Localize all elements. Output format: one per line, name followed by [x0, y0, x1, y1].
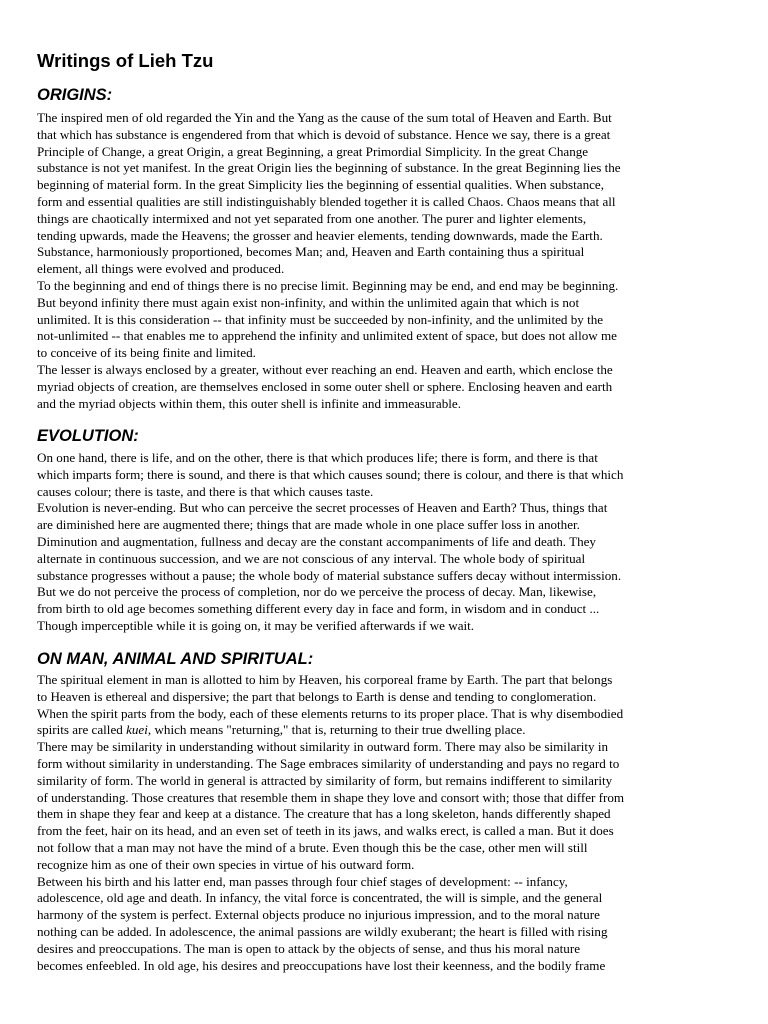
paragraph-line: form without similarity in understanding. The Sage embraces similarity of understanding and pays no regard to	[37, 756, 620, 771]
section-heading-origins: ORIGINS:	[37, 86, 113, 104]
paragraph-line: substance is not yet manifest. In the great Origin lies the beginning of substance. In the great Beginning lies the	[37, 160, 621, 176]
paragraph-line: But we do not perceive the process of completion, nor do we perceive the process of decay. Man, likewise,	[37, 584, 597, 600]
italic-term: kuei	[126, 722, 148, 738]
paragraph-line: The inspired men of old regarded the Yin and the Yang as the cause of the sum total of Heaven and Earth. But	[37, 110, 612, 125]
paragraph-line: The spiritual element in man is allotted to him by Heaven, his corporeal frame by Earth. The part that belongs	[37, 672, 613, 687]
paragraph-line: not follow that a man may not have the mind of a brute. Even though this be the case, other men will still	[37, 840, 588, 855]
paragraph-line: desires and preoccupations. The man is open to attack by the objects of sense, and thus his moral nature	[37, 940, 581, 956]
section-heading-evolution: EVOLUTION:	[37, 427, 139, 445]
paragraph-line: Between his birth and his latter end, man passes through four chief stages of development: -- infancy,	[37, 873, 568, 889]
paragraph-line: things are chaotically intermixed and not yet separated from one another. The purer and lighter elements,	[37, 210, 587, 226]
paragraph-line: form and essential qualities are still indistinguishably blended together it is called Chaos. Chaos means that all	[37, 194, 616, 209]
paragraph-line: of understanding. Those creatures that resemble them in shape they love and consort with; those that differ from	[37, 789, 625, 805]
paragraph-line: similarity of form. The world in general is attracted by similarity of form, but remains indifferent to similarity	[37, 772, 613, 788]
paragraph-line: element, all things were evolved and produced.	[37, 261, 285, 277]
paragraph-line: There may be similarity in understanding without similarity in outward form. There may also be similarity in	[37, 739, 609, 755]
paragraph-line: that which has substance is engendered from that which is devoid of substance. Hence we say, there is a great	[37, 126, 611, 142]
paragraph-line: and the myriad objects within them, this outer shell is infinite and immeasurable.	[37, 395, 461, 411]
paragraph-line: from birth to old age becomes something different every day in face and form, in wisdom and in conduct ...	[37, 601, 600, 617]
paragraph-line: tending upwards, made the Heavens; the grosser and heavier elements, tending downwards, made the Earth.	[37, 227, 603, 243]
paragraph-line: spirits are called kuei, which means "returning," that is, returning to their true dwelling place.	[37, 722, 526, 738]
document-title: Writings of Lieh Tzu	[37, 50, 214, 71]
paragraph-line: from the feet, hair on its head, and an even set of teeth in its jaws, and walks erect, is called a man. But it does	[37, 823, 614, 839]
paragraph-line: Evolution is never-ending. But who can perceive the secret processes of Heaven and Earth? Thus, things that	[37, 500, 608, 516]
paragraph-line: The lesser is always enclosed by a greater, without ever reaching an end. Heaven and earth, which enclose the	[37, 362, 613, 377]
paragraph-line: Substance, harmoniously proportioned, becomes Man; and, Heaven and Earth containing thus a spiritual	[37, 244, 585, 260]
paragraph-line: But beyond infinity there must again exist non-infinity, and within the unlimited again that which is not	[37, 294, 580, 310]
paragraph-line: beginning of material form. In the great Simplicity lies the beginning of essential qualities. When substance,	[37, 177, 605, 193]
paragraph-line: Diminution and augmentation, fullness and decay are the constant accompaniments of life and death. They	[37, 534, 596, 549]
paragraph-line: recognize him as one of their own species in virtue of his outward form.	[37, 856, 415, 872]
paragraph-line: substance progresses without a pause; the whole body of material substance suffers decay without intermission.	[37, 567, 622, 583]
paragraph-line: causes colour; there is taste, and there is that which causes taste.	[37, 483, 374, 499]
paragraph-line: are diminished here are augmented there; things that are made whole in one place suffer loss in another.	[37, 517, 580, 533]
paragraph-line: harmony of the system is perfect. External objects produce no injurious impression, and to the moral nature	[37, 907, 600, 923]
paragraph-line: becomes enfeebled. In old age, his desires and preoccupations have lost their keenness, and the bodily frame	[37, 957, 606, 973]
paragraph-line: Principle of Change, a great Origin, a great Beginning, a great Primordial Simplicity. In the great Change	[37, 143, 589, 159]
paragraph-line: When the spirit parts from the body, each of these elements returns to its proper place. That is why disembodied	[37, 705, 624, 721]
paragraph-line: To the beginning and end of things there is no precise limit. Beginning may be end, and end may be beginning.	[37, 278, 619, 293]
paragraph-line: unlimited. It is this consideration -- that infinity must be succeeded by non-infinity, and the unlimited by the	[37, 311, 604, 327]
paragraph-line: which imparts form; there is sound, and there is that which causes sound; there is colour, and there is that which	[37, 466, 624, 482]
paragraph-line: alternate in continuous succession, and we are not conscious of any interval. The whole body of spiritual	[37, 550, 586, 566]
paragraph-line: myriad objects of creation, are themselves enclosed in some outer shell or sphere. Enclosing heaven and earth	[37, 378, 613, 394]
paragraph-line: nothing can be added. In adolescence, the animal passions are wildly exuberant; the heart is filled with rising	[37, 924, 608, 939]
paragraph-line: to conceive of its being finite and limited.	[37, 345, 256, 361]
paragraph-line: to Heaven is ethereal and dispersive; the part that belongs to Earth is dense and tending to conglomeration.	[37, 688, 597, 704]
paragraph-line: On one hand, there is life, and on the other, there is that which produces life; there is form, and there is that	[37, 450, 598, 465]
paragraph-line: Though imperceptible while it is going on, it may be verified afterwards if we wait.	[37, 618, 475, 633]
paragraph-line: adolescence, old age and death. In infancy, the vital force is concentrated, the will is simple, and the general	[37, 890, 603, 906]
section-heading-on-man: ON MAN, ANIMAL AND SPIRITUAL:	[37, 650, 314, 668]
paragraph-line: not-unlimited -- that enables me to apprehend the infinity and unlimited extent of space, but does not allow me	[37, 328, 617, 344]
paragraph-line: them in shape they fear and keep at a distance. The creature that has a long skeleton, hands differently shaped	[37, 806, 611, 822]
